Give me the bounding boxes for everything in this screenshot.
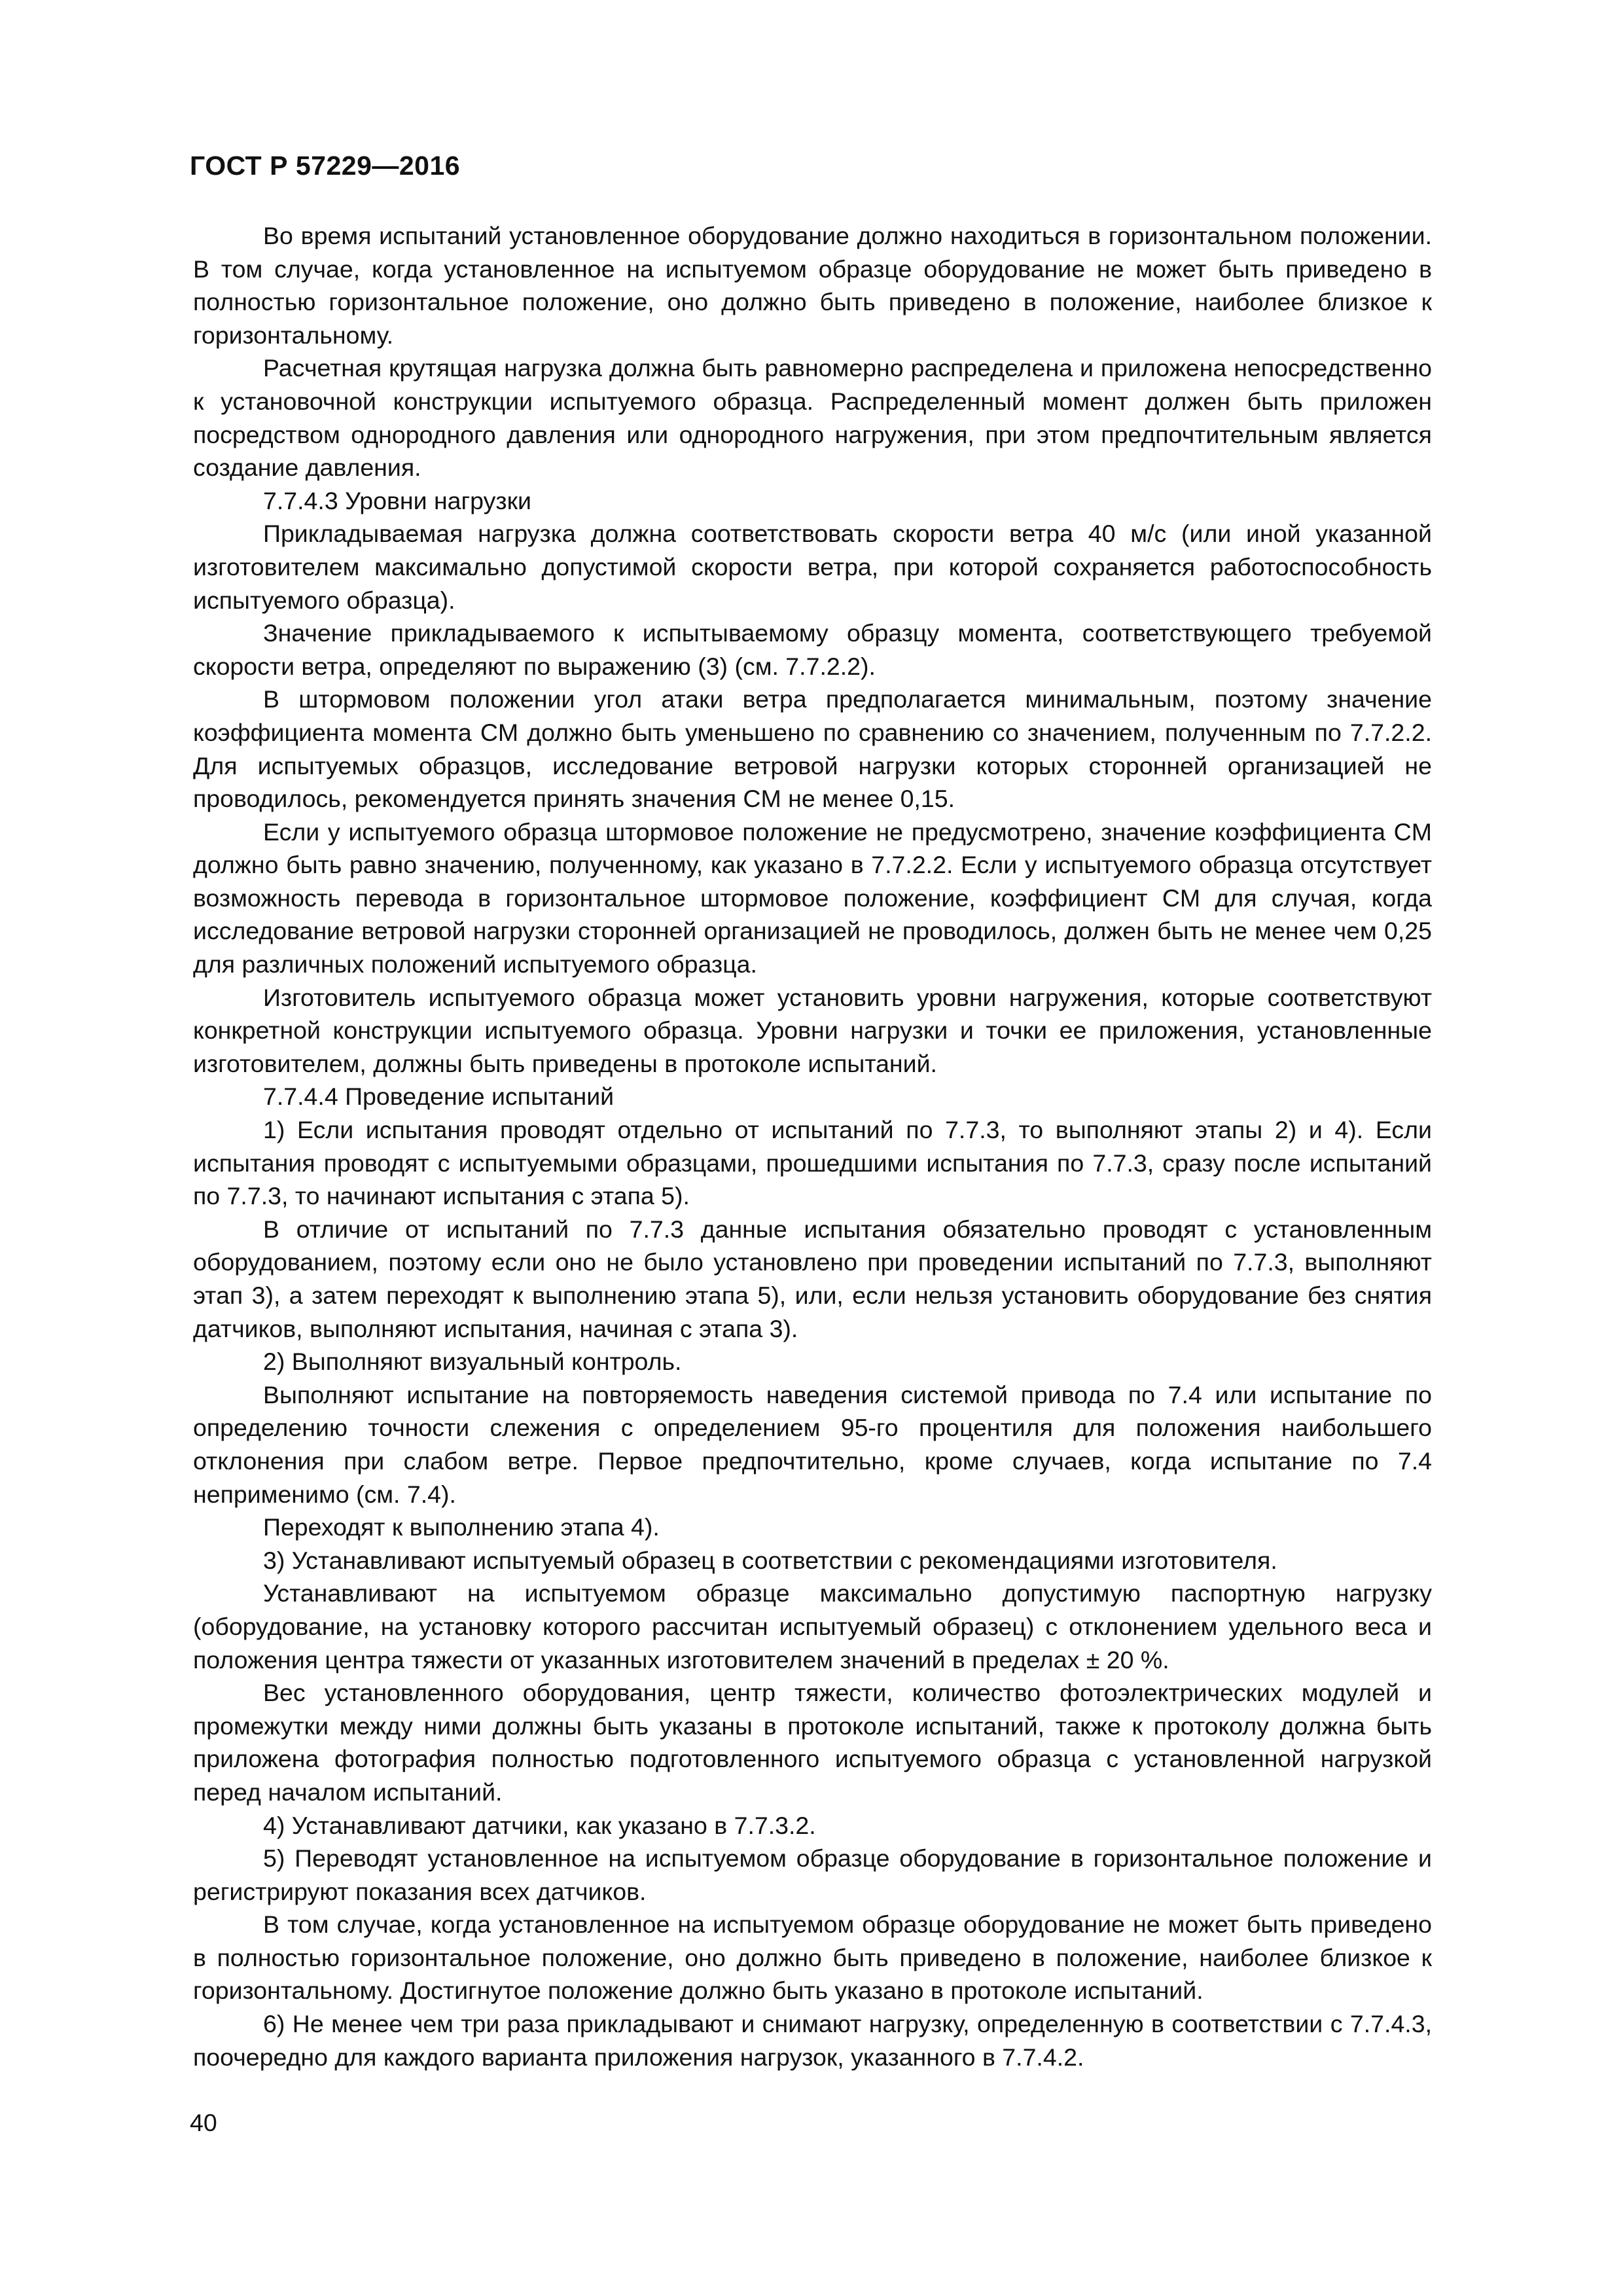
section-heading: 7.7.4.4 Проведение испытаний [263, 1083, 615, 1111]
paragraph: Значение прикладываемого к испытываемому образцу момента, соответствующего требуемой скорости ветра, определяют по выражению (3) (см. 7.7.2.2). [193, 619, 1432, 680]
paragraph: Во время испытаний установленное оборудование должно находиться в горизонтальном положении. В том случае, когда установленное на испытуемом образце оборудование не может быть приведено в полностью горизонтальное положение, оно должно быть приведено в положение, наиболее близкое к горизонтальному. [193, 222, 1432, 349]
paragraph: Переходят к выполнению этапа 4). [263, 1513, 660, 1541]
paragraph: 1) Если испытания проводят отдельно от испытаний по 7.7.3, то выполняют этапы 2) и 4). Если испытания проводят с испытуемыми образцами, прошедшими испытания по 7.7.3, сразу после испытаний по 7.7.3, то начинают испытания с этапа 5). [193, 1116, 1432, 1210]
page-number: 40 [190, 2109, 217, 2136]
paragraph: 3) Устанавливают испытуемый образец в соответствии с рекомендациями изготовителя. [263, 1546, 1277, 1574]
paragraph: Вес установленного оборудования, центр тяжести, количество фотоэлектрических модулей и промежутки между ними должны быть указаны в протоколе испытаний, также к протоколу должна быть приложена фотография полностью подготовленного испытуемого образца с установленной нагрузкой перед началом испытаний. [193, 1679, 1432, 1806]
section-heading: 7.7.4.3 Уровни нагрузки [263, 486, 531, 514]
paragraph: Устанавливают на испытуемом образце максимально допустимую паспортную нагрузку (оборудование, на установку которого рассчитан испытуемый образец) с отклонением удельного веса и положения центра тяжести от указанных изготовителем значений в пределах ± 20 %. [193, 1579, 1432, 1674]
paragraph: 4) Устанавливают датчики, как указано в 7.7.3.2. [263, 1811, 816, 1839]
paragraph: 2) Выполняют визуальный контроль. [263, 1348, 682, 1376]
paragraph: В том случае, когда установленное на испытуемом образце оборудование не может быть приведено в полностью горизонтальное положение, оно должно быть приведено в положение, наиболее близкое к горизонтальному. Достигнутое положение должно быть указано в протоколе испытаний. [193, 1910, 1432, 2005]
paragraph: Изготовитель испытуемого образца может установить уровни нагружения, которые соответствуют конкретной конструкции испытуемого образца. Уровни нагрузки и точки ее приложения, установленные изготовителем, должны быть приведены в протоколе испытаний. [193, 983, 1432, 1077]
paragraph: Прикладываемая нагрузка должна соответствовать скорости ветра 40 м/с (или иной указанной изготовителем максимально допустимой скорости ветра, при которой сохраняется работоспособность испытуемого образца). [193, 520, 1432, 614]
document-number-header: ГОСТ Р 57229—2016 [190, 151, 461, 181]
paragraph: В штормовом положении угол атаки ветра предполагается минимальным, поэтому значение коэффициента момента CМ должно быть уменьшено по сравнению со значением, полученным по 7.7.2.2. Для испытуемых образцов, исследование ветровой нагрузки которых сторонней организацией не проводилось, рекомендуется принять значения CМ не менее 0,15. [193, 685, 1432, 813]
paragraph: Расчетная крутящая нагрузка должна быть равномерно распределена и приложена непосредственно к установочной конструкции испытуемого образца. Распределенный момент должен быть приложен посредством однородного давления или однородного нагружения, при этом предпочтительным является создание давления. [193, 354, 1432, 482]
paragraph: 6) Не менее чем три раза прикладывают и снимают нагрузку, определенную в соответствии с 7.7.4.3, поочередно для каждого варианта приложения нагрузок, указанного в 7.7.4.2. [193, 2010, 1432, 2071]
document-body [193, 219, 1432, 2073]
paragraph: Если у испытуемого образца штормовое положение не предусмотрено, значение коэффициента CМ должно быть равно значению, полученному, как указано в 7.7.2.2. Если у испытуемого образца отсутствует возможность перевода в горизонтальное штормовое положение, коэффициент CМ для случая, когда исследование ветровой нагрузки сторонней организацией не проводилось, должен быть не менее чем 0,25 для различных положений испытуемого образца. [193, 817, 1432, 978]
paragraph: Выполняют испытание на повторяемость наведения системой привода по 7.4 или испытание по определению точности слежения с определением 95-го процентиля для положения наибольшего отклонения при слабом ветре. Первое предпочтительно, кроме случаев, когда испытание по 7.4 неприменимо (см. 7.4). [193, 1380, 1432, 1508]
paragraph: В отличие от испытаний по 7.7.3 данные испытания обязательно проводят с установленным оборудованием, поэтому если оно не было установлено при проведении испытаний по 7.7.3, выполняют этап 3), а затем переходят к выполнению этапа 5), или, если нельзя установить оборудование без снятия датчиков, выполняют испытания, начиная с этапа 3). [193, 1215, 1432, 1342]
paragraph: 5) Переводят установленное на испытуемом образце оборудование в горизонтальное положение и регистрируют показания всех датчиков. [193, 1844, 1432, 1905]
